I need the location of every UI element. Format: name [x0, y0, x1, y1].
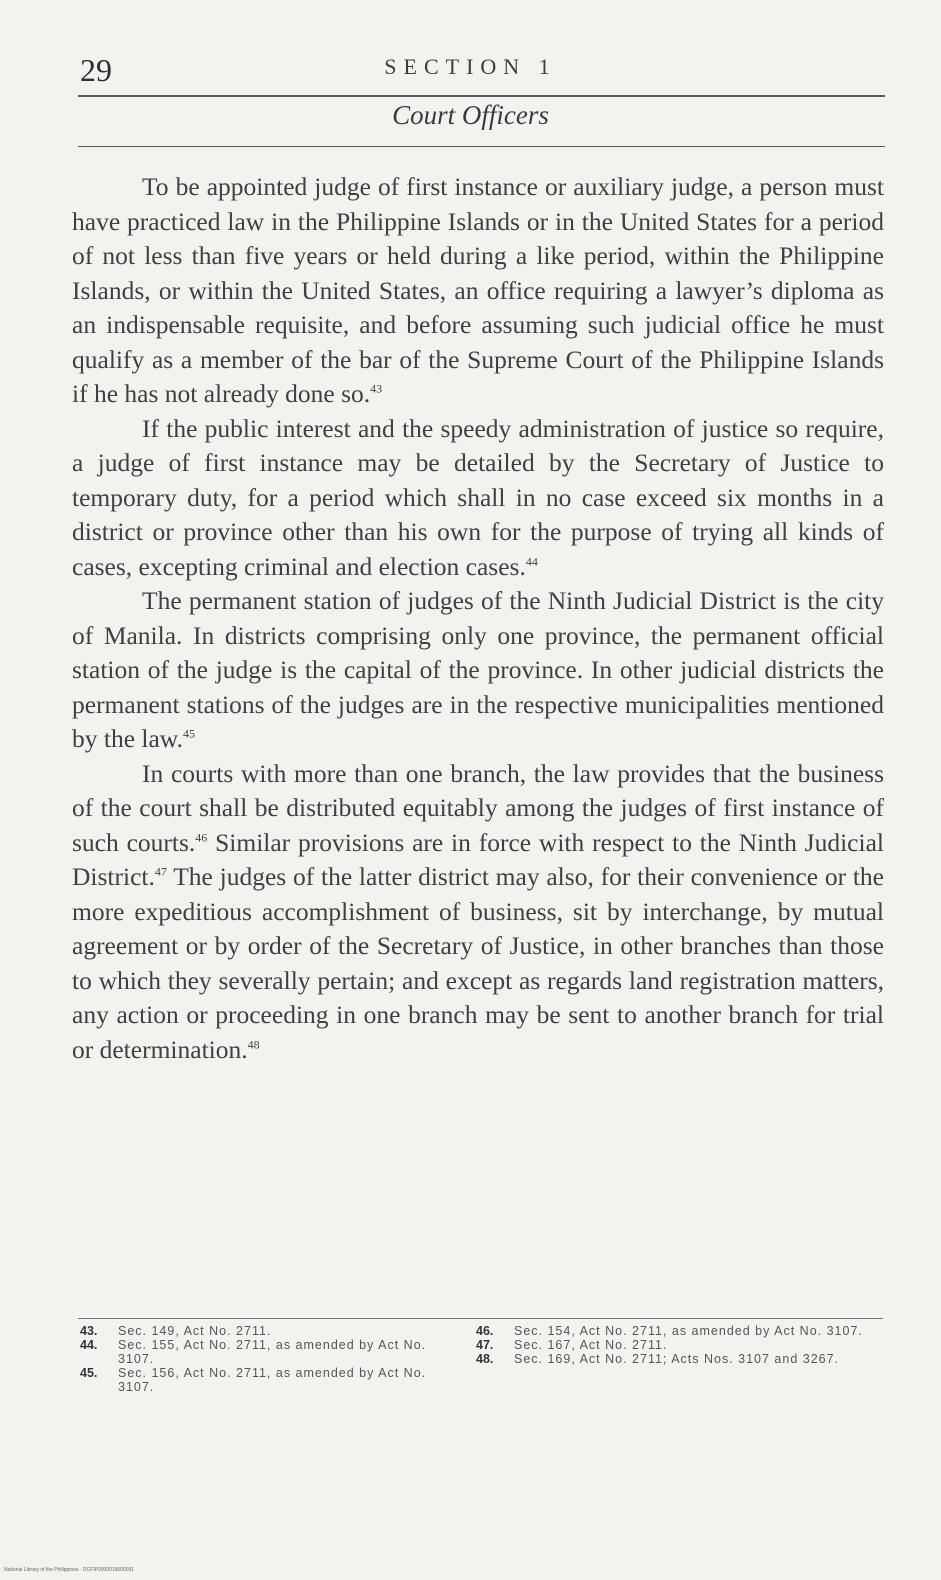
footnote-number: 48.	[476, 1352, 494, 1366]
footnote	[476, 1338, 876, 1352]
footnote-number: 46.	[476, 1324, 494, 1338]
footnote-number: 43.	[80, 1324, 98, 1338]
footnote-rule	[78, 1318, 883, 1319]
footnotes-right	[476, 1324, 876, 1366]
paragraph-text: If the public interest and the speedy administration of justice so require, a judge of first instance may be detailed by the Secretary of Justice to temporary duty, for a period which shall in no case exceed six months in a district or province other than his own for the purpose of trying all kinds of cases, excepting criminal and election cases.	[72, 413, 884, 581]
footnote-ref[interactable]: 47	[154, 864, 167, 879]
footnote-text: Sec. 154, Act No. 2711, as amended by Act No. 3107.	[514, 1324, 863, 1338]
footnote-text: Sec. 156, Act No. 2711, as amended by Act No. 3107.	[118, 1366, 427, 1394]
paragraph-text: Similar provisions are in force with respect to the Ninth Judicial District.	[72, 827, 884, 891]
paragraph	[72, 170, 884, 412]
footnote-ref[interactable]: 45	[182, 726, 195, 741]
footnote-number: 44.	[80, 1338, 98, 1352]
footnote-number: 47.	[476, 1338, 494, 1352]
footnote-ref[interactable]: 44	[525, 554, 538, 568]
footnote	[80, 1324, 460, 1338]
footnote-ref[interactable]: 48	[247, 1037, 260, 1051]
footnote	[80, 1366, 460, 1394]
footnote-text: Sec. 149, Act No. 2711.	[118, 1324, 272, 1338]
footnote	[476, 1324, 876, 1338]
page-title: Court Officers	[392, 100, 549, 130]
paragraph-text: The permanent station of judges of the Ninth Judicial District is the city of Manila. In districts comprising only one province, the permanent official station of the judge is the capital of the province. In other judicial districts the permanent stations of the judges are in the respective municipalities mentioned by the law.	[72, 586, 884, 753]
body-text	[72, 170, 884, 1067]
paragraph-text: To be appointed judge of first instance or auxiliary judge, a person must have practiced law in the Philippine Islands or in the United States for a period of not less than five years or held during a like period, within the Philippine Islands, or within the United States, an office requiring a lawyer’s diploma as an indispensable requisite, and before assuming such judicial office he must qualify as a member of the bar of the Supreme Court of the Philippine Islands if he has not already done so.	[72, 172, 884, 408]
footnote-text: Sec. 169, Act No. 2711; Acts Nos. 3107 and 3267.	[514, 1352, 840, 1366]
footnote-ref[interactable]: 46	[195, 830, 208, 844]
section-heading: SECTION 1	[384, 54, 557, 79]
footnote	[476, 1352, 876, 1366]
footnotes-left	[80, 1324, 460, 1394]
title-rule	[78, 146, 885, 147]
paragraph-text: In courts with more than one branch, the law provides that the business of the court shall be distributed equitably among the judges of first instance of such courts.	[72, 758, 884, 857]
page-number: 29	[80, 52, 112, 88]
footnote-number: 45.	[80, 1366, 98, 1380]
footnote	[80, 1338, 460, 1366]
paragraph	[72, 584, 884, 757]
paragraph	[72, 757, 884, 1068]
footnote-text: Sec. 167, Act No. 2711.	[514, 1338, 668, 1352]
paragraph	[72, 412, 884, 585]
footnote-text: Sec. 155, Act No. 2711, as amended by Act No. 3107.	[118, 1338, 427, 1366]
header-rule	[78, 95, 885, 97]
paragraph-text: The judges of the latter district may also, for their convenience or the more expeditious accomplishment of business, sit by interchange, by mutual agreement or by order of the Secretary of Justice, in other branches than those to which they severally pertain; and except as regards land registration matters, any action or proceeding in one branch may be sent to another branch for trial or determination.	[72, 862, 884, 1064]
footnote-ref[interactable]: 43	[370, 381, 383, 396]
scan-credit: National Library of the Philippines · DCFIP0000019600091	[4, 1567, 135, 1573]
